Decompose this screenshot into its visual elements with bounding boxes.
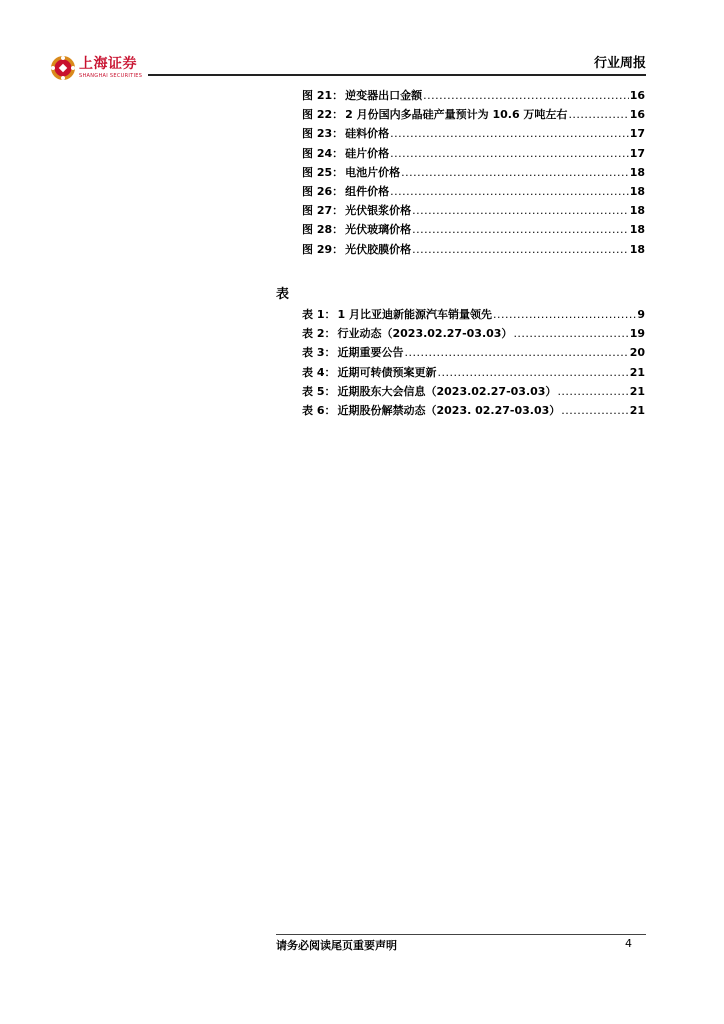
dot-leader [401,166,629,179]
header-divider [148,74,646,76]
entry-page: 18 [629,165,645,179]
toc-entry-table[interactable] [302,383,645,402]
dot-leader [390,127,629,140]
entry-title: 光伏玻璃价格 [345,223,412,237]
entry-title: 硅料价格 [345,127,390,141]
entry-label: 表 1： [302,308,336,321]
entry-page: 17 [629,127,645,141]
toc-entry-figure[interactable] [302,125,645,144]
toc-entry-figure[interactable] [302,106,645,125]
entry-title: 硅片价格 [345,146,390,160]
entry-page: 18 [629,184,645,198]
entry-label: 图 22： [302,108,344,122]
dot-leader [390,185,629,198]
entry-page: 9 [637,308,645,321]
entry-page: 20 [629,346,645,360]
toc-entry-figure[interactable] [302,221,645,240]
entry-page: 18 [629,223,645,237]
entry-title: 近期重要公告 [337,346,404,360]
entry-label: 图 26： [302,184,344,198]
entry-label: 图 21： [302,89,344,102]
entry-label: 表 3： [302,346,336,360]
toc-entry-figure[interactable] [302,164,645,183]
logo-name-en: SHANGHAI SECURITIES [79,73,143,79]
dot-leader [493,308,636,321]
entry-title: 组件价格 [345,184,390,198]
entry-page: 16 [629,108,645,122]
entry-title: 电池片价格 [345,165,401,179]
entry-title: 光伏银浆价格 [345,204,412,218]
entry-page: 17 [629,146,645,160]
dot-leader [404,346,628,359]
entry-page: 21 [629,365,645,379]
entry-title: 近期可转债预案更新 [337,365,437,379]
dot-leader [412,223,629,236]
entry-label: 图 25： [302,165,344,179]
entry-label: 表 4： [302,365,336,379]
entry-page: 21 [629,403,645,417]
entry-page: 21 [629,384,645,398]
tables-section-heading: 表 [276,287,290,302]
logo-name-cn: 上海证券 [79,56,137,72]
dot-leader [412,243,629,256]
entry-label: 表 2： [302,327,336,341]
dot-leader [513,327,628,340]
entry-page: 16 [629,89,645,102]
entry-label: 图 24： [302,146,344,160]
toc-entry-figure[interactable] [302,183,645,202]
dot-leader [557,385,628,398]
dot-leader [437,366,628,379]
figure-list [302,87,645,260]
dot-leader [423,89,629,102]
dot-leader [412,204,629,217]
toc-entry-table[interactable] [302,364,645,383]
report-type-title: 行业周报 [593,56,646,71]
entry-label: 图 23： [302,127,344,141]
toc-entry-figure[interactable] [302,241,645,260]
toc-entry-table[interactable] [302,325,645,344]
entry-label: 图 28： [302,223,344,237]
toc-entry-figure[interactable] [302,202,645,221]
toc-entry-table[interactable] [302,344,645,363]
page-header [0,0,724,80]
entry-page: 18 [629,204,645,218]
entry-title: 逆变器出口金额 [345,89,423,102]
toc-entry-figure[interactable] [302,145,645,164]
entry-title: 1 月比亚迪新能源汽车销量领先 [337,308,492,321]
dot-leader [568,108,628,121]
table-list [302,306,645,421]
entry-label: 图 29： [302,242,344,256]
footer-divider [276,934,646,935]
entry-page: 19 [629,327,645,341]
entry-title: 近期股份解禁动态（2023. 02.27-03.03） [337,403,561,417]
dot-leader [561,404,628,417]
toc-entry-table[interactable] [302,306,645,325]
page-number: 4 [625,937,632,950]
toc-entry-figure[interactable] [302,87,645,106]
entry-page: 18 [629,242,645,256]
footer-disclaimer: 请务必阅读尾页重要声明 [276,939,397,952]
entry-label: 图 27： [302,204,344,218]
logo-emblem-icon [50,55,76,81]
toc-entry-table[interactable] [302,402,645,421]
entry-title: 2 月份国内多晶硅产量预计为 10.6 万吨左右 [345,108,568,122]
entry-label: 表 5： [302,384,336,398]
dot-leader [390,147,629,160]
entry-label: 表 6： [302,403,336,417]
entry-title: 光伏胶膜价格 [345,242,412,256]
entry-title: 行业动态（2023.02.27-03.03） [337,327,513,341]
entry-title: 近期股东大会信息（2023.02.27-03.03） [337,384,557,398]
